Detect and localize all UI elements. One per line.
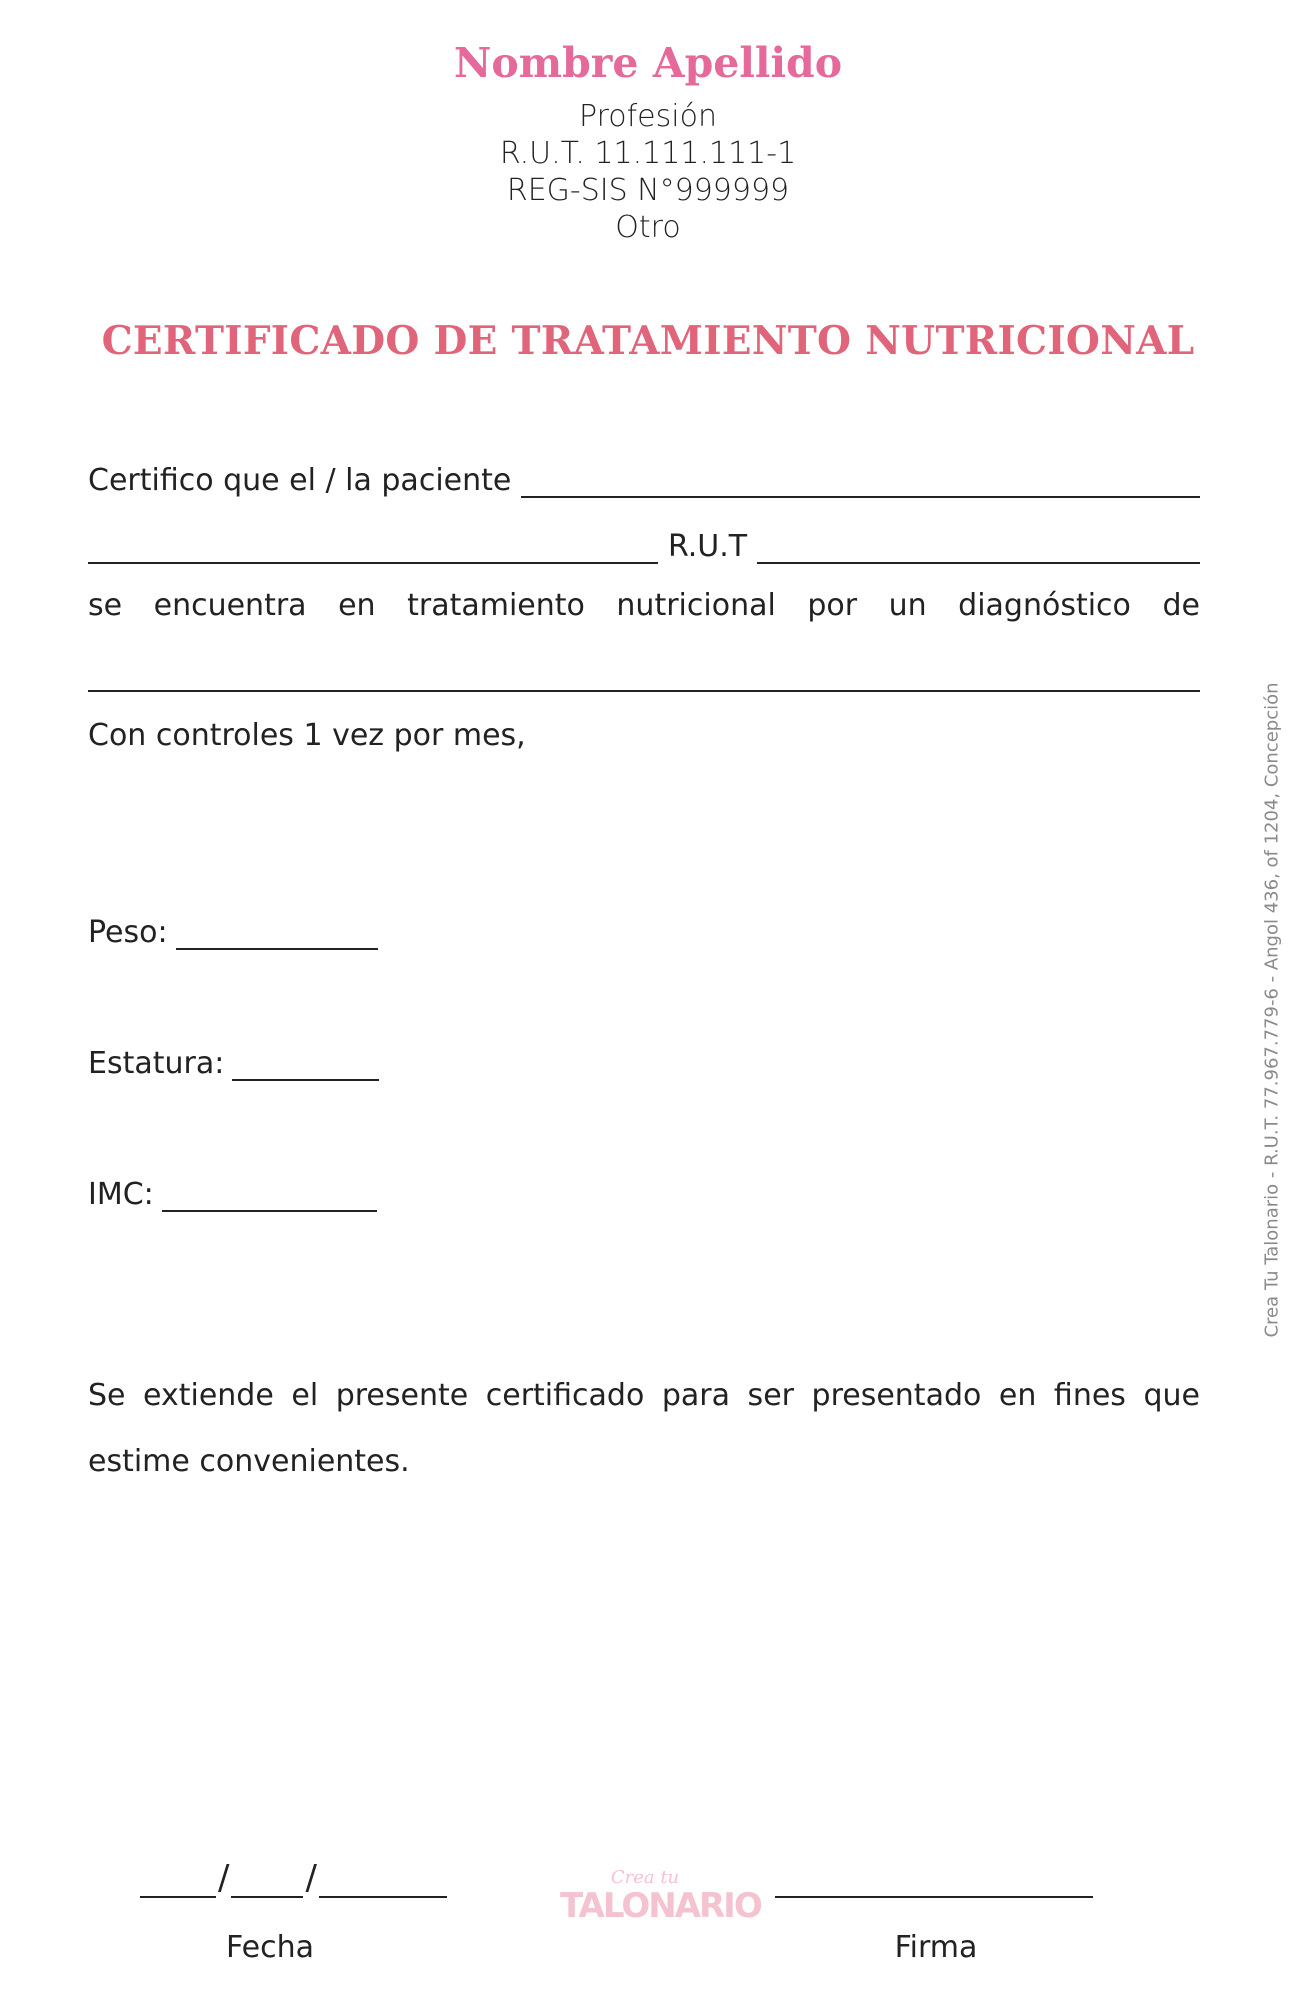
date-year-blank[interactable]: [319, 1860, 447, 1898]
signature-label: Firma: [894, 1930, 978, 1965]
patient-rut-line: [88, 524, 1200, 564]
diagnosis-intro-word: encuentra: [153, 588, 307, 623]
diagnosis-intro-word: tratamiento: [407, 588, 585, 623]
diagnosis-intro-line: [88, 588, 1200, 628]
closing-statement: Se extiende el presente certificado para ser presentado en fines que estime convenientes.: [88, 1378, 1200, 1479]
estatura-label: Estatura:: [88, 1046, 225, 1081]
imc-label: IMC:: [88, 1177, 154, 1212]
watermark-text: Crea Tu Talonario - R.U.T. 77.967.779-6 - Angol 436, of 1204, Concepción: [1261, 682, 1283, 1338]
date-separator-2: /: [305, 1858, 317, 1898]
patient-name-blank[interactable]: [521, 466, 1200, 498]
registration-number: REG-SIS N°999999: [506, 173, 790, 208]
rut-label: R.U.T: [668, 529, 748, 564]
logo-script-text: Crea tu: [610, 1867, 680, 1888]
document-header: [0, 28, 1296, 246]
diagnosis-intro-word: en: [338, 588, 376, 623]
diagnosis-intro-word: un: [888, 588, 927, 623]
professional-rut: R.U.T. 11.111.111-1: [499, 136, 797, 171]
diagnosis-intro-word: nutricional: [616, 588, 776, 623]
estatura-field: [88, 1046, 379, 1081]
imc-blank[interactable]: [162, 1180, 377, 1212]
patient-rut-blank[interactable]: [757, 532, 1200, 564]
date-day-blank[interactable]: [140, 1860, 216, 1898]
diagnosis-blank[interactable]: [88, 648, 1200, 692]
date-month-blank[interactable]: [231, 1860, 303, 1898]
patient-line: [88, 458, 1200, 498]
patient-label: Certifico que el / la paciente: [88, 463, 512, 498]
peso-field: [88, 915, 378, 950]
signature-blank[interactable]: [775, 1896, 1093, 1898]
professional-name: Nombre Apellido: [453, 39, 843, 87]
date-separator-1: /: [218, 1858, 230, 1898]
logo-brand-text: TALONARIO: [560, 1886, 761, 1926]
other-info: Otro: [615, 210, 681, 245]
peso-label: Peso:: [88, 915, 168, 950]
date-label: Fecha: [226, 1930, 314, 1965]
diagnosis-intro-word: diagnóstico: [958, 588, 1131, 623]
diagnosis-intro-word: por: [807, 588, 858, 623]
talonario-logo: [560, 1867, 761, 1938]
imc-field: [88, 1177, 377, 1212]
profession: Profesión: [579, 99, 717, 134]
date-field: [140, 1858, 447, 1898]
peso-blank[interactable]: [176, 918, 378, 950]
estatura-blank[interactable]: [232, 1049, 379, 1081]
patient-name-continued-blank[interactable]: [88, 532, 658, 564]
diagnosis-intro-word: de: [1162, 588, 1200, 623]
controls-text: Con controles 1 vez por mes,: [88, 718, 526, 753]
certificate-title: CERTIFICADO DE TRATAMIENTO NUTRICIONAL: [101, 318, 1195, 364]
diagnosis-intro-word: se: [88, 588, 123, 623]
